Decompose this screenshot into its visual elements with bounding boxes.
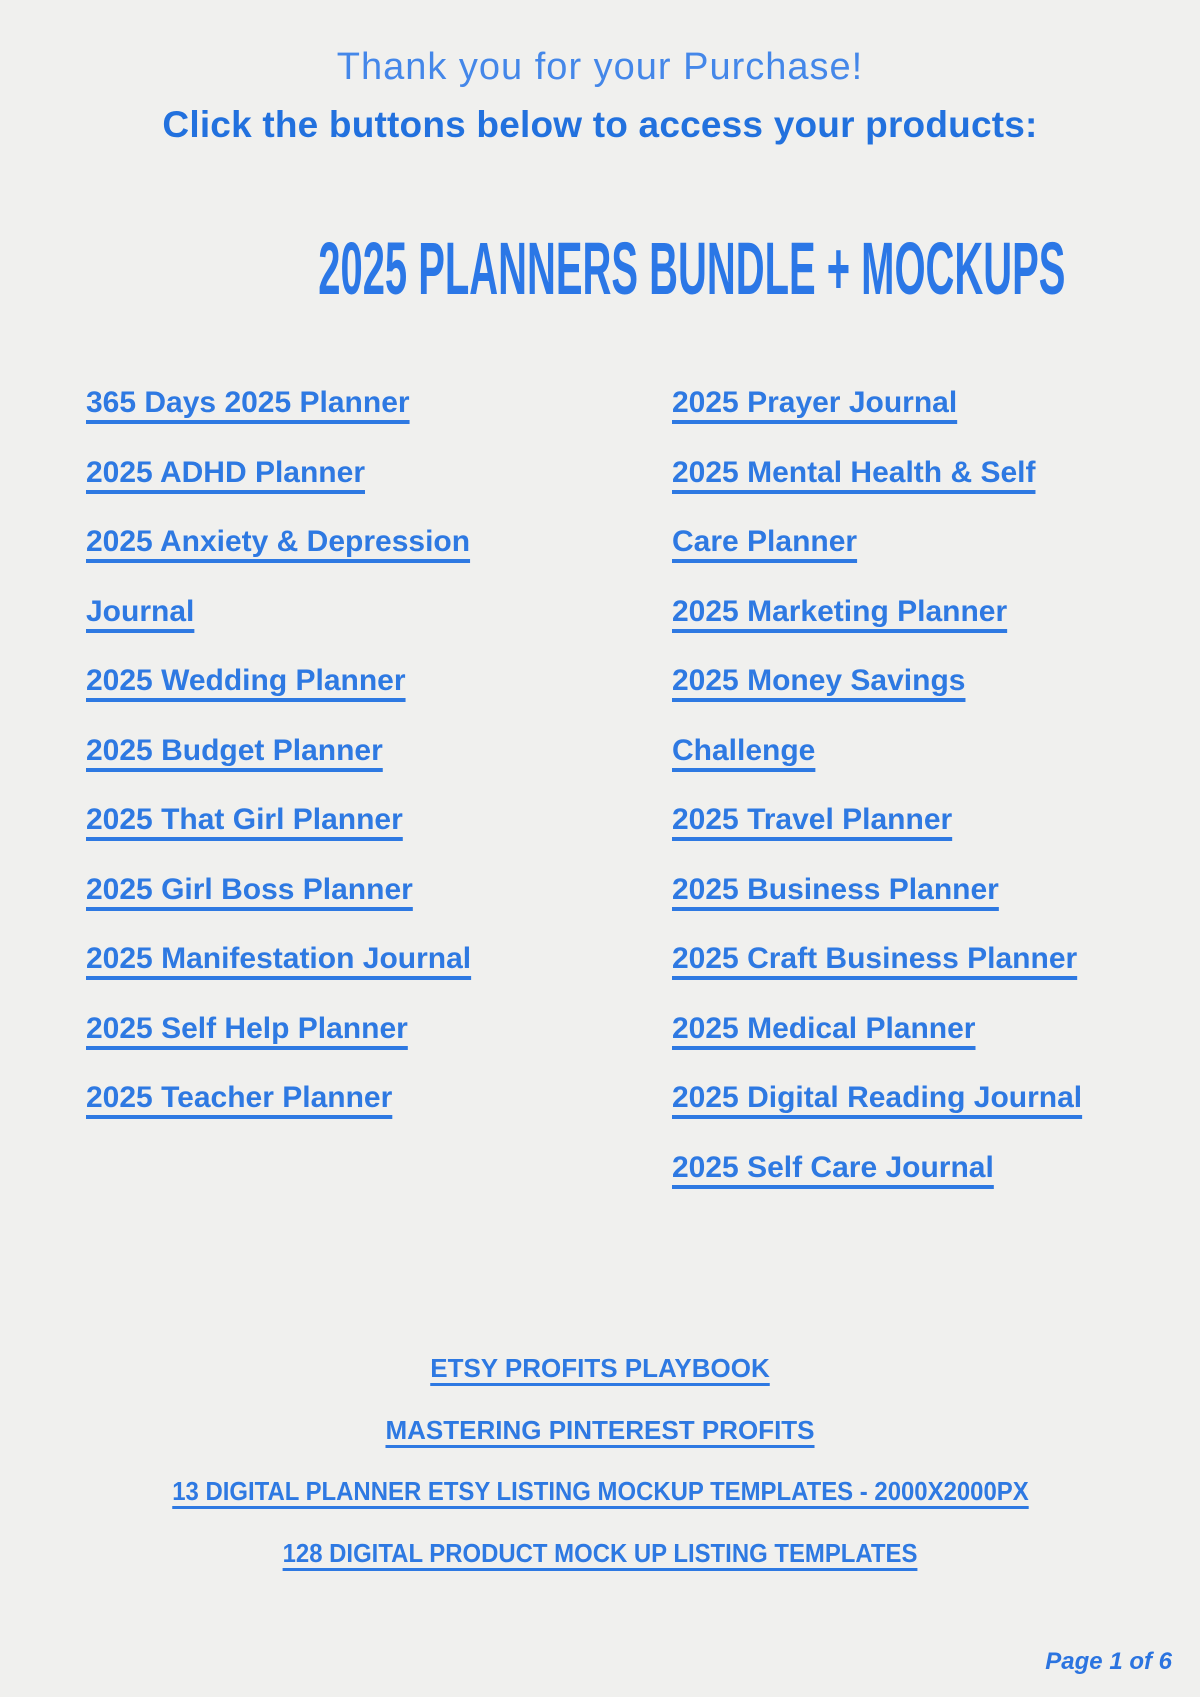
product-link[interactable]: 365 Days 2025 Planner [86,386,410,419]
product-link[interactable]: Journal [86,594,195,628]
bundle-title-text: 2025 PLANNERS BUNDLE + MOCKUPS [318,227,1066,310]
link-row [672,785,1146,855]
bonus-links-section [0,1348,1200,1594]
link-row [86,577,646,647]
product-link[interactable]: Challenge [672,733,816,767]
link-row [672,855,1146,925]
bonus-link[interactable]: ETSY PROFITS PLAYBOOK [430,1353,770,1383]
instruction-heading: Click the buttons below to access your products: [162,104,1038,145]
product-link[interactable]: 2025 That Girl Planner [86,803,403,836]
bonus-link[interactable]: MASTERING PINTEREST PROFITS [385,1414,815,1445]
product-link[interactable]: 2025 Manifestation Journal [86,942,472,975]
link-row [0,1471,1200,1533]
product-link[interactable]: 2025 Money Savings [672,664,966,697]
page-indicator: Page 1 of 6 [1045,1648,1172,1675]
link-row [86,855,646,925]
link-row [86,994,646,1064]
product-link[interactable]: 2025 Digital Reading Journal [672,1081,1083,1114]
link-row [86,716,646,786]
product-link[interactable]: 2025 Travel Planner [672,803,953,836]
product-link[interactable]: Care Planner [672,525,858,558]
product-link[interactable]: 2025 Budget Planner [86,733,383,767]
link-row [86,924,646,994]
product-link[interactable]: 2025 Craft Business Planner [672,942,1078,975]
bundle-title [0,226,1200,311]
product-link[interactable]: 2025 Teacher Planner [86,1081,393,1114]
link-row [86,507,646,577]
product-links-right-column [672,368,1146,1202]
link-row [672,577,1146,647]
product-link[interactable]: 2025 Wedding Planner [86,664,406,697]
link-row [0,1533,1200,1595]
product-link[interactable]: 2025 Business Planner [672,872,999,906]
thank-you-heading: Thank you for your Purchase! [336,46,864,88]
product-link[interactable]: 2025 Mental Health & Self [672,455,1036,489]
link-row [86,646,646,716]
product-link[interactable]: 2025 Prayer Journal [672,386,958,419]
link-row [86,1063,646,1133]
link-row [0,1348,1200,1410]
link-row [672,438,1146,508]
link-row [672,1133,1146,1203]
product-link[interactable]: 2025 Anxiety & Depression [86,525,471,558]
link-row [672,646,1146,716]
link-row [672,1063,1146,1133]
product-link[interactable]: 2025 Girl Boss Planner [86,872,413,906]
link-row [86,785,646,855]
link-row [672,507,1146,577]
product-links-left-column [86,368,646,1133]
link-row [672,994,1146,1064]
link-row [672,924,1146,994]
product-link[interactable]: 2025 ADHD Planner [86,455,365,489]
link-row [672,716,1146,786]
bonus-link[interactable]: 13 DIGITAL PLANNER ETSY LISTING MOCKUP TEMPLATES - 2000X2000PX [171,1476,1029,1506]
link-row [672,368,1146,438]
product-link[interactable]: 2025 Marketing Planner [672,594,1008,628]
product-link[interactable]: 2025 Self Care Journal [672,1150,994,1184]
link-row [86,438,646,508]
product-link[interactable]: 2025 Self Help Planner [86,1011,408,1045]
bonus-link[interactable]: 128 DIGITAL PRODUCT MOCK UP LISTING TEMPLATES [282,1537,918,1568]
product-link[interactable]: 2025 Medical Planner [672,1011,976,1045]
link-row [0,1410,1200,1472]
link-row [86,368,646,438]
